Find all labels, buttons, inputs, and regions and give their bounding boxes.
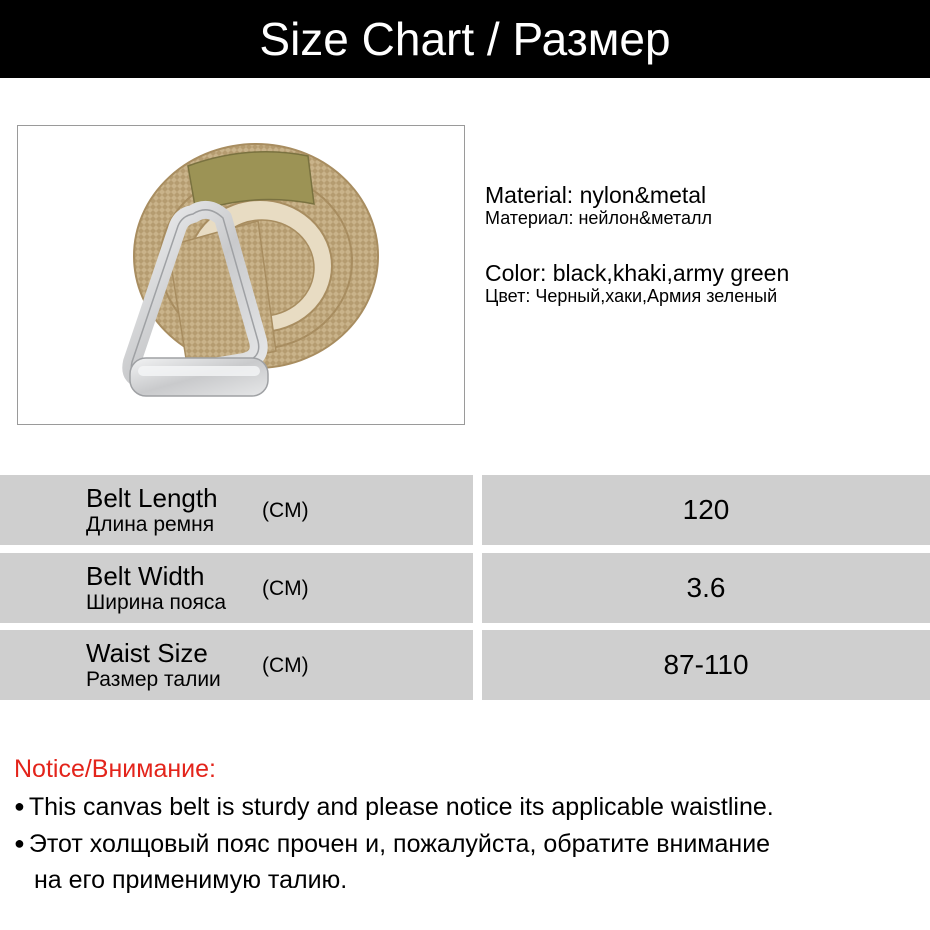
page-header xyxy=(0,0,930,78)
row-unit: (CM) xyxy=(262,654,309,677)
notice-bullet-ru xyxy=(14,830,770,859)
row-value: 120 xyxy=(482,475,930,545)
row-label-en: Waist Size xyxy=(86,638,208,668)
notice-title: Notice/Внимание: xyxy=(14,755,216,783)
belt-photo-icon xyxy=(18,126,464,424)
row-label-en: Belt Length xyxy=(86,483,218,513)
bullet-dot-icon: ● xyxy=(14,796,25,816)
row-label-cell xyxy=(0,475,473,545)
table-row xyxy=(0,475,930,545)
material-ru: Материал: нейлон&металл xyxy=(485,208,712,228)
row-label-ru: Ширина пояса xyxy=(86,591,227,614)
material-en: Material: nylon&metal xyxy=(485,182,707,208)
row-value: 3.6 xyxy=(482,553,930,623)
bullet-dot-icon: ● xyxy=(14,833,25,853)
row-value: 87-110 xyxy=(482,630,930,700)
row-label-ru: Размер талии xyxy=(86,668,221,691)
notice-text-ru-2: на его применимую талию. xyxy=(34,866,348,894)
notice-text-en: This canvas belt is sturdy and please notice its applicable waistline. xyxy=(28,793,774,821)
row-unit: (CM) xyxy=(262,499,309,522)
row-label-ru: Длина ремня xyxy=(86,513,215,536)
notice-text-ru-1: Этот холщовый пояс прочен и, пожалуйста, обратите внимание xyxy=(28,830,771,858)
product-photo xyxy=(17,125,465,425)
row-label-en: Belt Width xyxy=(86,561,205,591)
row-label-cell xyxy=(0,630,473,700)
color-ru: Цвет: Черный,хаки,Армия зеленый xyxy=(485,286,778,306)
table-row xyxy=(0,553,930,623)
table-row xyxy=(0,630,930,700)
page-title: Size Chart / Размер xyxy=(259,13,671,65)
notice-bullet-en xyxy=(14,793,774,822)
row-label-cell xyxy=(0,553,473,623)
row-unit: (CM) xyxy=(262,577,309,600)
color-en: Color: black,khaki,army green xyxy=(485,260,790,286)
